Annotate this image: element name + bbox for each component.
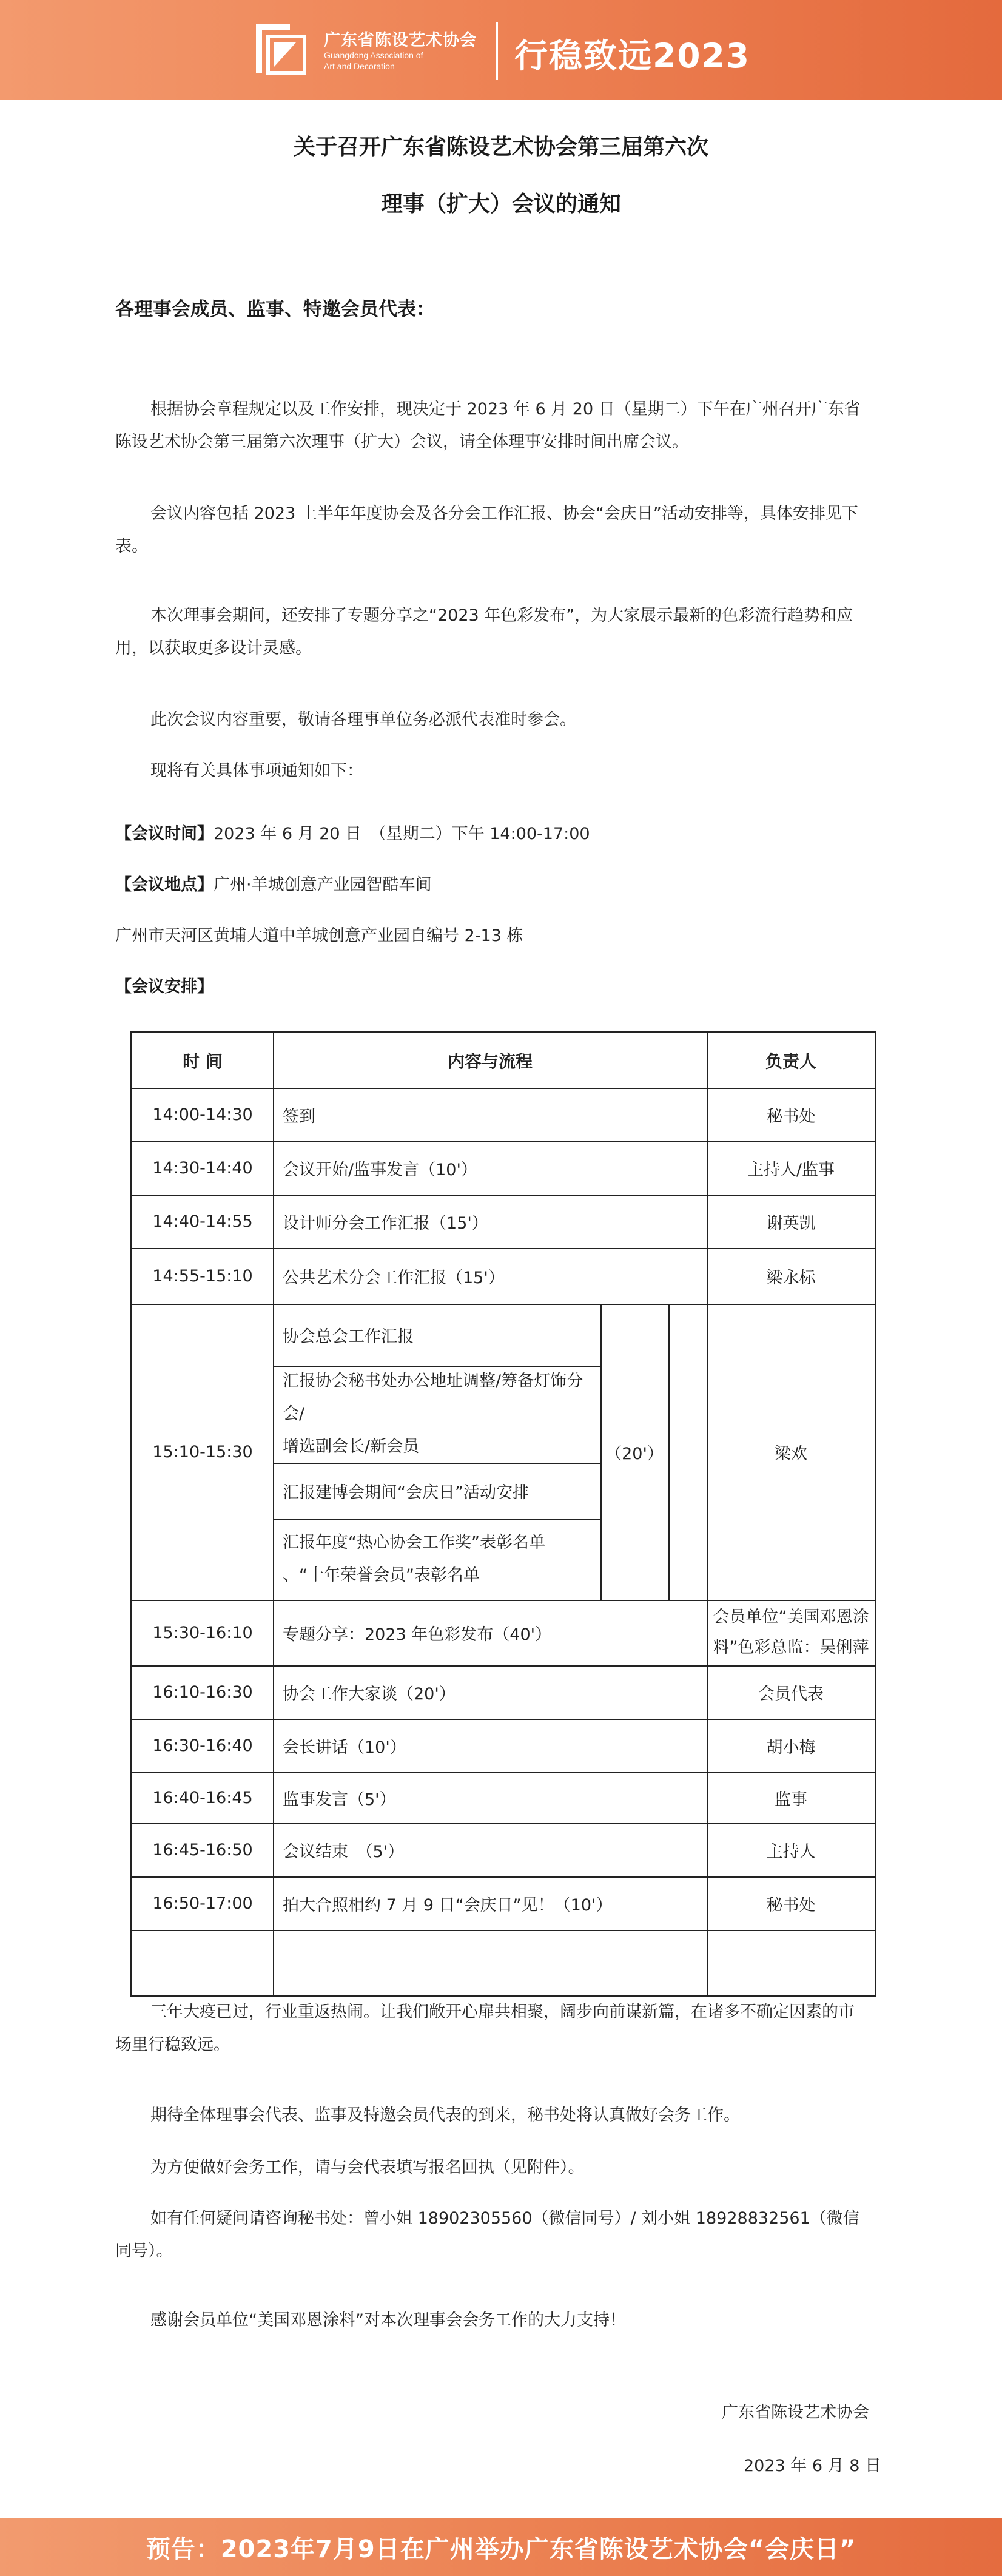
row-time: 14:30-14:40 [152,1158,253,1178]
row-subitem [273,1519,600,1600]
closing-1-line1: 三年大疫已过，行业重返热闹。让我们敞开心扉共相聚，阔步向前谋新篇，在诸多不确定因素的市 [150,2003,855,2021]
header-time: 时 间 [183,1051,223,1071]
meeting-place-value: 广州·羊城创意产业园智酷车间 [214,875,432,894]
footer-notice-banner [0,2518,1002,2576]
row-owner: 会员代表 [758,1684,824,1704]
closing-paragraph-5 [115,2304,904,2337]
banner-slogan: 行稳致远2023 [514,36,751,75]
meeting-place [115,871,432,895]
notice-title-line1: 关于召开广东省陈设艺术协会第三届第六次 [293,135,708,160]
row-owner: 主持人/监事 [747,1160,835,1179]
table-hline [132,1930,875,1931]
signature-org: 广东省陈设艺术协会 [722,2403,869,2422]
paragraph-4 [115,704,904,737]
row-owner: 秘书处 [766,1895,816,1915]
row-time: 14:55-15:10 [152,1266,253,1286]
closing-3-text: 为方便做好会务工作，请与会代表填写报名回执（见附件）。 [150,2158,585,2177]
meeting-time [115,820,590,844]
row-content: 公共艺术分会工作汇报（15'） [283,1268,505,1287]
row-subitem: 协会总会工作汇报 [283,1327,414,1346]
paragraph-1-line2: 陈设艺术协会第三届第六次理事（扩大）会议，请全体理事安排时间出席会议。 [115,433,688,451]
paragraph-5-text: 现将有关具体事项通知如下： [150,761,363,780]
row-content: 会议开始/监事发言（10'） [283,1160,477,1179]
row-subitem-line: 、“十年荣誉会员”表彰名单 [283,1566,480,1585]
row-content: 专题分享：2023 年色彩发布（40'） [283,1625,552,1644]
salutation: 各理事会成员、监事、特邀会员代表： [115,298,435,320]
paragraph-2-line1: 会议内容包括 2023 上半年年度协会及各分会工作汇报、协会“会庆日”活动安排等，具体安排见下 [150,504,858,523]
row-owner: 梁永标 [766,1268,816,1287]
meeting-time-label: 【会议时间】 [115,824,214,843]
paragraph-3-line1: 本次理事会期间，还安排了专题分享之“2023 年色彩发布”，为大家展示最新的色彩流行趋势和应 [150,606,853,625]
row-time: 14:00-14:30 [152,1105,253,1124]
paragraph-1-line1: 根据协会章程规定以及工作安排，现决定于 2023 年 6 月 20 日（星期二）下午在广州召开广东省 [150,400,861,419]
paragraph-2-line2: 表。 [115,537,148,556]
footer-notice-text: 预告：2023年7月9日在广州举办广东省陈设艺术协会“会庆日” [146,2535,856,2563]
schedule-heading-label: 【会议安排】 [115,977,214,996]
org-name-en-line2: Art and Decoration [324,61,395,71]
org-name-en [324,50,469,72]
closing-paragraph-1 [115,1996,904,2062]
meeting-address: 广州市天河区黄埔大道中羊城创意产业园自编号 2-13 栋 [115,926,523,945]
header-content: 内容与流程 [447,1051,533,1071]
row-owner-line: 会员单位“美国邓恩涂 [713,1608,869,1627]
row-time: 16:40-16:45 [152,1788,253,1807]
row-subitem-line: 汇报协会秘书处办公地址调整/筹备灯饰分会/ [283,1372,583,1423]
row-owner: 谢英凯 [766,1213,816,1233]
row-time: 14:40-14:55 [152,1212,253,1231]
paragraph-2 [115,497,904,563]
paragraph-5 [115,755,904,787]
schedule-table [130,1031,876,1997]
row-owner: 主持人 [766,1842,816,1861]
row-content: 拍大合照相约 7 月 9 日“会庆日”见！（10'） [283,1895,613,1915]
row-owner: 监事 [775,1790,807,1809]
closing-paragraph-2 [115,2099,904,2132]
notice-title-line2: 理事（扩大）会议的通知 [380,192,621,217]
org-name-en-line1: Guangdong Association of [324,50,423,60]
meeting-place-label: 【会议地点】 [115,875,214,894]
closing-4-line2: 同号）。 [115,2242,173,2261]
table-vline-inner [668,1304,670,1600]
row-time: 16:45-16:50 [152,1840,253,1860]
row-content: 监事发言（5'） [283,1790,396,1809]
banner-divider [496,22,498,80]
row-time: 15:30-16:10 [152,1623,253,1642]
row-time: 16:50-17:00 [152,1893,253,1913]
row-content: 协会工作大家谈（20'） [283,1684,456,1704]
row-time: 16:30-16:40 [152,1736,253,1755]
closing-5-text: 感谢会员单位“美国邓恩涂料”对本次理事会会务工作的大力支持！ [150,2311,626,2330]
row-subitem: 汇报建博会期间“会庆日”活动安排 [283,1483,529,1502]
row-content: 签到 [283,1107,315,1126]
row-subitem [273,1366,600,1463]
closing-4-line1: 如有任何疑问请咨询秘书处：曾小姐 18902305560（微信同号）/ 刘小姐 18928832561（微信 [150,2209,859,2228]
row-owner: 梁欢 [775,1444,807,1463]
schedule-heading [115,973,214,997]
row-owner [707,1600,875,1665]
row-owner: 胡小梅 [766,1738,816,1757]
meeting-time-value: 2023 年 6 月 20 日 （星期二）下午 14:00-17:00 [214,824,590,843]
paragraph-4-text: 此次会议内容重要，敬请各理事单位务必派代表准时参会。 [150,710,576,729]
row-content: 会议结束 （5'） [283,1842,405,1861]
row-subitem-line: 增选副会长/新会员 [283,1437,420,1456]
signature-date: 2023 年 6 月 8 日 [744,2456,881,2475]
paragraph-3-line2: 用，以获取更多设计灵感。 [115,639,312,658]
paragraph-1 [115,393,904,459]
header-banner [0,0,1002,100]
paragraph-3 [115,599,904,665]
org-name-cn: 广东省陈设艺术协会 [324,31,477,50]
row-owner: 秘书处 [766,1107,816,1126]
row-content: 会长讲话（10'） [283,1738,406,1757]
closing-2-text: 期待全体理事会代表、监事及特邀会员代表的到来，秘书处将认真做好会务工作。 [150,2106,740,2125]
row-time: 15:10-15:30 [152,1442,253,1462]
row-time: 16:10-16:30 [152,1682,253,1702]
header-owner: 负责人 [765,1051,816,1071]
row-content: 设计师分会工作汇报（15'） [283,1213,488,1233]
association-logo-icon [254,19,317,78]
closing-1-line2: 场里行稳致远。 [115,2035,230,2054]
row-subitem-line: 汇报年度“热心协会工作奖”表彰名单 [283,1533,545,1552]
closing-paragraph-4 [115,2202,904,2268]
row-owner-line: 料”色彩总监：吴俐萍 [713,1638,869,1657]
closing-paragraph-3 [115,2151,904,2184]
row-duration: （20'） [605,1444,664,1463]
